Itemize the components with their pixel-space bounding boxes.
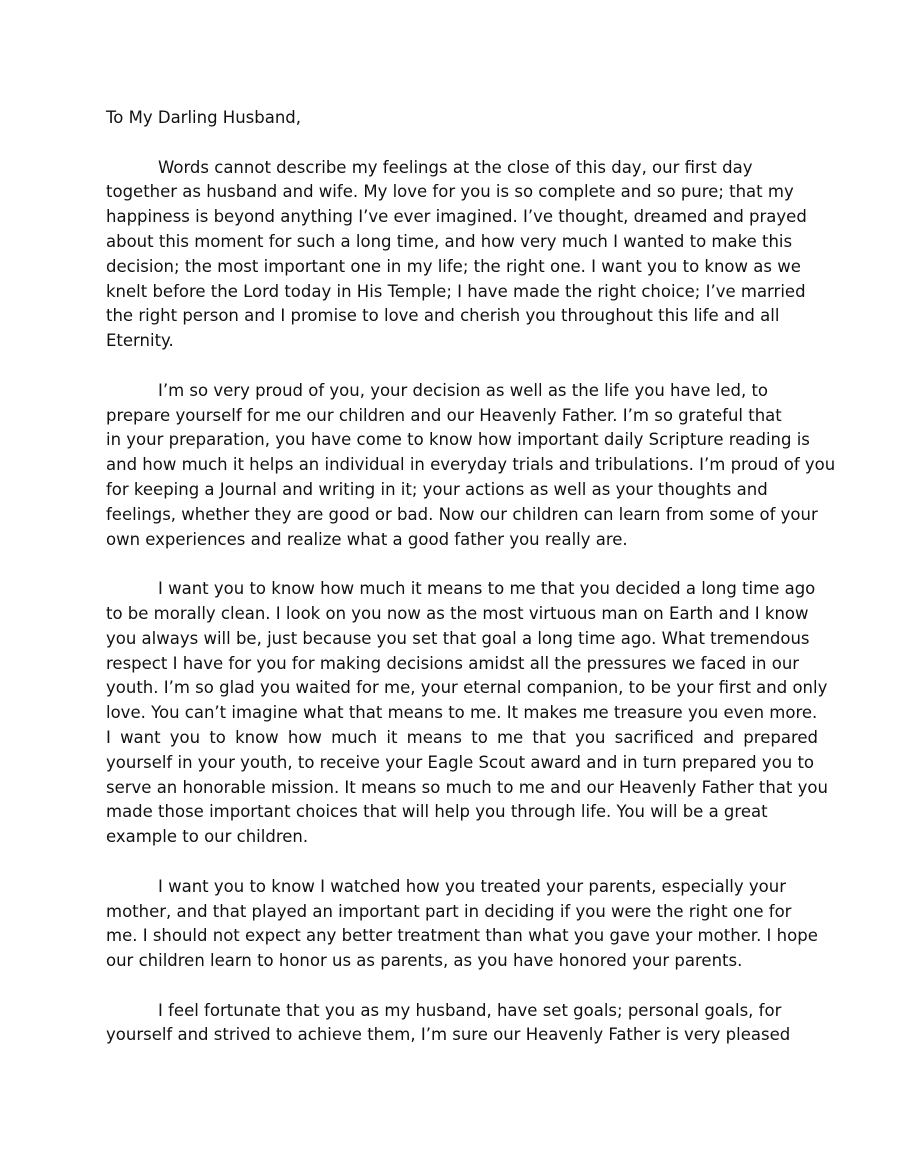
paragraph-line: yourself and strived to achieve them, I’m sure our Heavenly Father is very pleased — [106, 1025, 791, 1045]
paragraph-line: yourself in your youth, to receive your Eagle Scout award and in turn prepared you to — [106, 752, 815, 772]
paragraph-line: prepare yourself for me our children and our Heavenly Father. I’m so grateful that — [106, 405, 782, 425]
paragraph-line: together as husband and wife. My love for you is so complete and so pure; that my — [106, 182, 794, 202]
paragraph-line: for keeping a Journal and writing in it; your actions as well as your thoughts and — [106, 479, 768, 499]
letter-body — [106, 106, 836, 1073]
paragraph-line: respect I have for you for making decisions amidst all the pressures we faced in our — [106, 653, 800, 673]
paragraph-line: example to our children. — [106, 827, 309, 847]
paragraph-2 — [106, 379, 836, 553]
paragraph-line: love. You can’t imagine what that means to me. It makes me treasure you even more. — [106, 703, 818, 723]
paragraph-line: in your preparation, you have come to know how important daily Scripture reading is — [106, 430, 810, 450]
paragraph-line: decision; the most important one in my life; the right one. I want you to know as we — [106, 256, 801, 276]
paragraph-line: made those important choices that will help you through life. You will be a great — [106, 802, 768, 822]
paragraph-line: the right person and I promise to love and cherish you throughout this life and all — [106, 306, 780, 326]
paragraph-line: feelings, whether they are good or bad. Now our children can learn from some of your — [106, 504, 818, 524]
paragraph-line: our children learn to honor us as parents, as you have honored your parents. — [106, 951, 743, 971]
paragraph-line: I’m so very proud of you, your decision as well as the life you have led, to — [158, 380, 769, 400]
paragraph-line: you always will be, just because you set that goal a long time ago. What tremendous — [106, 628, 810, 648]
paragraph-line: I want you to know how much it means to me that you decided a long time ago — [158, 579, 816, 599]
paragraph-3 — [106, 577, 828, 850]
paragraph-line: Words cannot describe my feelings at the close of this day, our first day — [158, 157, 753, 177]
paragraph-line: I want you to know how much it means to me that you sacrificed and prepared — [106, 727, 818, 747]
paragraph-line: knelt before the Lord today in His Temple; I have made the right choice; I’ve married — [106, 281, 806, 301]
paragraph-line: I want you to know I watched how you treated your parents, especially your — [158, 876, 786, 896]
paragraph-line: to be morally clean. I look on you now as the most virtuous man on Earth and I know — [106, 603, 809, 623]
paragraph-line: about this moment for such a long time, and how very much I wanted to make this — [106, 231, 793, 251]
paragraph-4 — [106, 875, 818, 974]
paragraph-1 — [106, 156, 818, 354]
paragraph-5 — [106, 999, 818, 1049]
paragraph-line: Eternity. — [106, 331, 174, 351]
paragraph-line: youth. I’m so glad you waited for me, your eternal companion, to be your first and only — [106, 678, 828, 698]
paragraph-line: happiness is beyond anything I’ve ever imagined. I’ve thought, dreamed and prayed — [106, 207, 807, 227]
letter-greeting: To My Darling Husband, — [106, 108, 302, 127]
paragraph-line: I feel fortunate that you as my husband, have set goals; personal goals, for — [158, 1000, 782, 1020]
paragraph-line: mother, and that played an important part in deciding if you were the right one for — [106, 901, 792, 921]
paragraph-line: own experiences and realize what a good father you really are. — [106, 529, 628, 549]
paragraph-line: serve an honorable mission. It means so much to me and our Heavenly Father that you — [106, 777, 828, 797]
paragraph-line: me. I should not expect any better treatment than what you gave your mother. I hope — [106, 926, 818, 946]
paragraph-line: and how much it helps an individual in everyday trials and tribulations. I’m proud of you — [106, 455, 836, 475]
